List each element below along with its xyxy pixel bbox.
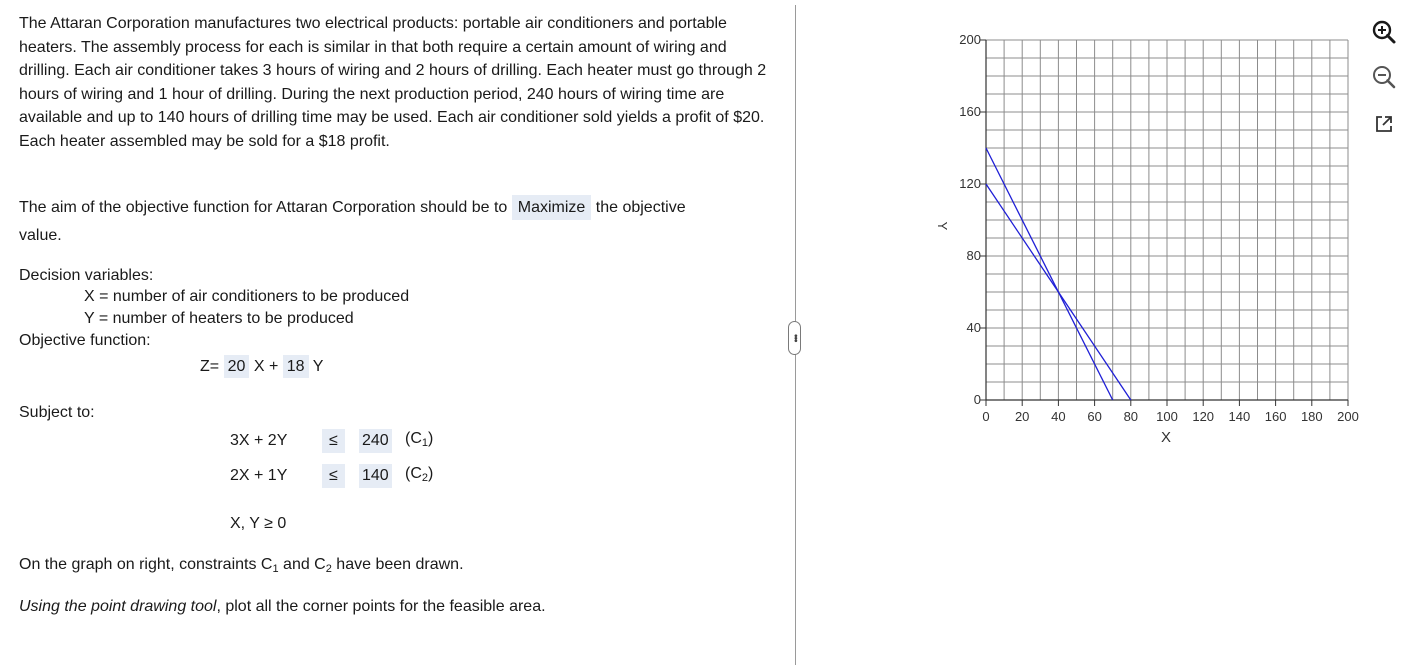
decision-heading: Decision variables: — [19, 267, 154, 284]
c1-name-prefix: (C — [405, 430, 422, 447]
x-tick-label: 160 — [1264, 409, 1287, 424]
graph-note-part2: and C — [278, 556, 326, 573]
x-axis-label: X — [1160, 429, 1172, 446]
c1-rhs-input[interactable]: 240 — [359, 429, 392, 453]
z-x-plus: X + — [253, 358, 279, 375]
instruction-rest: , plot all the corner points for the feasible area. — [216, 598, 546, 615]
y-tick-label: 120 — [959, 176, 981, 191]
panel-resize-handle[interactable]: ••• — [788, 321, 801, 355]
aim-answer-dropdown[interactable]: Maximize — [512, 195, 592, 220]
c1-sign-dropdown[interactable]: ≤ — [322, 429, 345, 453]
y-tick-label: 160 — [959, 104, 981, 119]
z-label: Z= — [200, 358, 220, 375]
objective-heading: Objective function: — [19, 332, 151, 349]
x-tick-label: 120 — [1192, 409, 1215, 424]
c2-name-suffix: ) — [428, 465, 434, 482]
popout-icon[interactable] — [1370, 110, 1398, 138]
c2-name-prefix: (C — [405, 465, 422, 482]
x-tick-label: 60 — [1087, 409, 1102, 424]
c1-name-sub: 1 — [421, 437, 429, 449]
x-tick-label: 100 — [1156, 409, 1178, 424]
x-tick-label: 200 — [1337, 409, 1359, 424]
z-coef-x-input[interactable]: 20 — [224, 355, 250, 378]
graph-note-sub2: 2 — [325, 563, 332, 575]
y-tick-label: 40 — [966, 320, 981, 335]
x-tick-label: 180 — [1300, 409, 1323, 424]
instruction-italic: Using the point drawing tool — [19, 598, 217, 615]
y-tick-label: 0 — [973, 392, 981, 407]
aim-text-before: The aim of the objective function for Attaran Corporation should be to — [19, 199, 508, 216]
c2-rhs-input[interactable]: 140 — [359, 464, 392, 488]
zoom-in-icon[interactable] — [1370, 18, 1398, 46]
x-tick-label: 40 — [1051, 409, 1066, 424]
c1-name-suffix: ) — [428, 430, 434, 447]
graph-note-part3: have been drawn. — [331, 556, 464, 573]
c1-lhs: 3X + 2Y — [230, 432, 288, 449]
y-tick-label: 80 — [966, 248, 981, 263]
x-tick-label: 140 — [1228, 409, 1251, 424]
x-tick-label: 80 — [1123, 409, 1139, 424]
subject-to-heading: Subject to: — [19, 404, 95, 421]
graph-note-part1: On the graph on right, constraints C — [19, 556, 273, 573]
y-tick-label: 200 — [959, 32, 981, 47]
problem-intro: The Attaran Corporation manufactures two electrical products: portable air conditioners and portable heaters. The assembly process for each is similar in that both require a certain amount of wiring and drilling. Each air conditioner takes 3 hours of wiring and 2 hours of drilling. Each heater must go through 2 hours of wiring and 1 hour of drilling. During the next production period, 240 hours of wiring time are available and up to 140 hours of drilling time may be used. Each air conditioner sold yields a profit of $20. Each heater assembled may be sold for a $18 profit. — [19, 15, 767, 150]
aim-text-after: the objective — [595, 199, 686, 216]
var-y-definition: Y = number of heaters to be produced — [84, 310, 354, 327]
x-tick-label: 0 — [982, 409, 990, 424]
y-axis-label: Y — [935, 221, 950, 231]
var-x-definition: X = number of air conditioners to be produced — [84, 288, 410, 305]
z-y: Y — [312, 358, 324, 375]
graph-note-sub1: 1 — [272, 563, 279, 575]
c2-lhs: 2X + 1Y — [230, 467, 288, 484]
zoom-out-icon[interactable] — [1370, 63, 1398, 91]
c2-sign-dropdown[interactable]: ≤ — [322, 464, 345, 488]
aim-text-line2: value. — [19, 227, 62, 244]
nonnegativity: X, Y ≥ 0 — [230, 515, 287, 532]
c2-name-sub: 2 — [421, 472, 429, 484]
z-coef-y-input[interactable]: 18 — [283, 355, 309, 378]
x-tick-label: 20 — [1014, 409, 1030, 424]
